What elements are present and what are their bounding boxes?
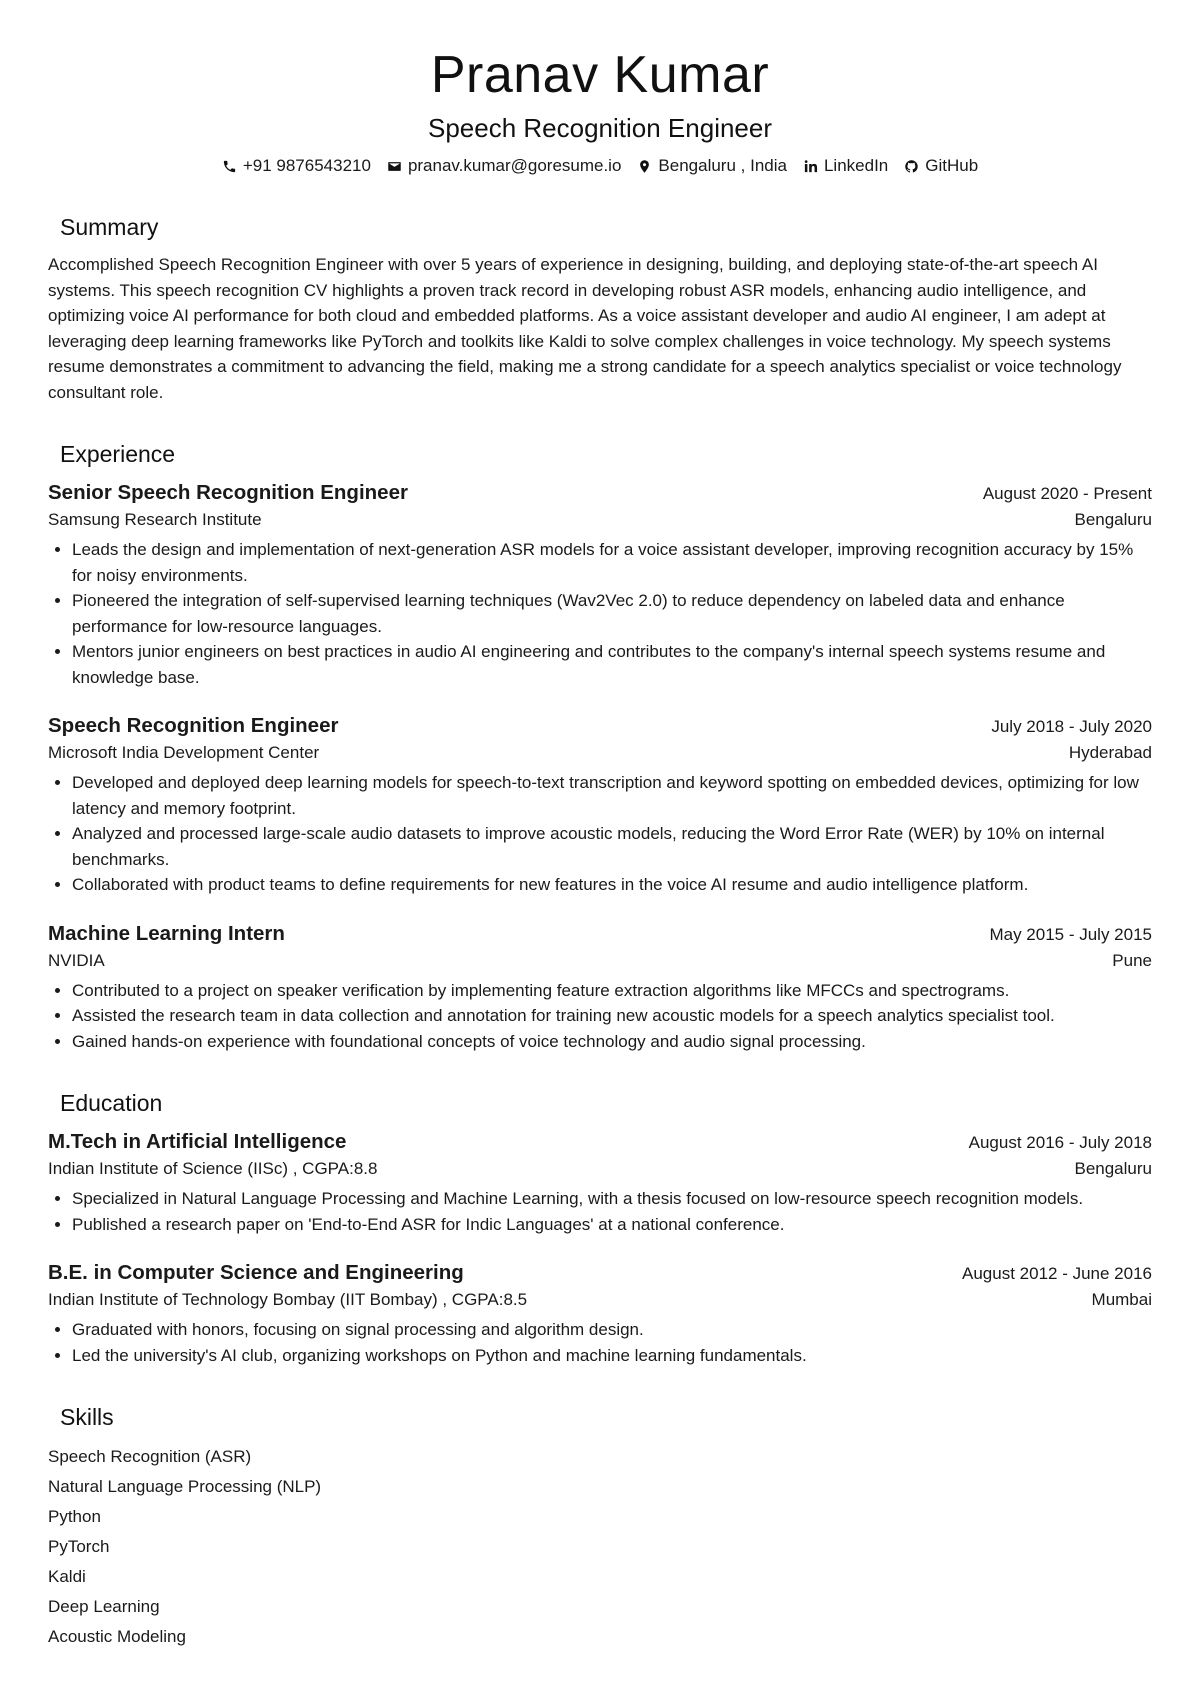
job-location: Pune: [1112, 950, 1152, 970]
degree-institution: Indian Institute of Technology Bombay (IIT Bombay) , CGPA:8.5: [48, 1290, 528, 1309]
candidate-title: Speech Recognition Engineer: [427, 113, 773, 143]
job-company: Microsoft India Development Center: [48, 743, 320, 762]
job-title: Machine Learning Intern: [48, 921, 285, 945]
job-bullets: [48, 978, 1152, 1055]
job-bullet: • Pioneered the integration of self-supervised learning techniques (Wav2Vec 2.0) to reduce dependency on labeled data and enhance performance for low-resource languages.: [72, 588, 1152, 639]
degree-location: Bengaluru: [1074, 1159, 1152, 1178]
skills-heading: Skills: [60, 1404, 114, 1430]
job-bullet: • Collaborated with product teams to define requirements for new features in the voice AI resume and audio intelligence platform.: [72, 872, 1152, 898]
contact-location-text: Bengaluru , India: [658, 156, 787, 175]
degree-bullets: [48, 1186, 1152, 1237]
job-date: May 2015 - July 2015: [989, 924, 1152, 944]
experience-entry: [48, 920, 1152, 1055]
education-section: [48, 1088, 1152, 1368]
job-bullet: • Assisted the research team in data collection and annotation for training new acoustic models for a speech analytics specialist tool.: [72, 1003, 1152, 1029]
job-bullets: [48, 770, 1152, 898]
job-date: August 2020 - Present: [982, 484, 1152, 503]
candidate-name: Pranav Kumar: [430, 46, 770, 104]
education-entry: [48, 1259, 1152, 1368]
job-bullet: • Analyzed and processed large-scale audio datasets to improve acoustic models, reducing the Word Error Rate (WER) by 10% on internal benchmarks.: [72, 821, 1152, 872]
skill-item: Kaldi: [48, 1567, 86, 1586]
contact-email-text: pranav.kumar@goresume.io: [407, 156, 622, 175]
mail-icon: [387, 159, 402, 174]
experience-entry: [48, 712, 1152, 898]
job-bullet: • Mentors junior engineers on best practices in audio AI engineering and contributes to the company's internal speech systems resume and knowledge base.: [72, 639, 1152, 690]
contact-bar: [48, 154, 1152, 178]
experience-section: [48, 439, 1152, 1054]
degree-bullet: • Led the university's AI club, organizing workshops on Python and machine learning fundamentals.: [72, 1343, 1152, 1369]
contact-location: [637, 154, 787, 178]
job-title: Senior Speech Recognition Engineer: [48, 481, 408, 504]
summary-section: [48, 212, 1152, 405]
degree-title: M.Tech in Artificial Intelligence: [48, 1130, 347, 1153]
contact-linkedin-text: LinkedIn: [823, 156, 889, 175]
degree-bullets: [48, 1317, 1152, 1368]
job-location: Bengaluru: [1074, 510, 1152, 529]
job-date: July 2018 - July 2020: [991, 717, 1152, 736]
job-bullets: [48, 537, 1152, 690]
degree-bullet: • Published a research paper on 'End-to-End ASR for Indic Languages' at a national conference.: [72, 1212, 1152, 1238]
location-icon: [637, 159, 652, 174]
job-company: Samsung Research Institute: [48, 510, 262, 529]
education-heading: Education: [60, 1090, 163, 1116]
job-bullet: • Developed and deployed deep learning models for speech-to-text transcription and keyword spotting on embedded devices, optimizing for low latency and memory footprint.: [72, 770, 1152, 821]
job-bullet: • Leads the design and implementation of next-generation ASR models for a voice assistant developer, improving recognition accuracy by 15% for noisy environments.: [72, 537, 1152, 588]
degree-institution: Indian Institute of Science (IISc) , CGPA:8.8: [48, 1159, 378, 1178]
contact-email[interactable]: [387, 154, 621, 178]
resume-header: [48, 0, 1152, 178]
summary-text: Accomplished Speech Recognition Engineer with over 5 years of experience in designing, building, and deploying state-of-the-art speech AI systems. This speech recognition CV highlights a proven track record in developing robust ASR models, enhancing audio intelligence, and optimizing voice AI performance for both cloud and embedded platforms. As a voice assistant developer and audio AI engineer, I am adept at leveraging deep learning frameworks like PyTorch and toolkits like Kaldi to solve complex challenges in voice technology. My speech systems resume demonstrates a commitment to advancing the field, making me a strong candidate for a speech analytics specialist or voice technology consultant role.: [48, 255, 1122, 402]
skill-item: Acoustic Modeling: [48, 1627, 186, 1646]
skill-item: Deep Learning: [48, 1597, 160, 1616]
skill-item: PyTorch: [48, 1537, 110, 1556]
contact-phone[interactable]: [222, 154, 371, 178]
job-company: NVIDIA: [48, 950, 105, 970]
degree-bullet: • Graduated with honors, focusing on signal processing and algorithm design.: [72, 1317, 1152, 1343]
degree-title: B.E. in Computer Science and Engineering: [48, 1261, 464, 1284]
skill-item: Natural Language Processing (NLP): [48, 1477, 322, 1496]
degree-date: August 2016 - July 2018: [968, 1133, 1152, 1152]
education-entry: [48, 1128, 1152, 1237]
summary-heading: Summary: [60, 214, 159, 240]
phone-icon: [222, 159, 237, 174]
job-bullet: • Contributed to a project on speaker verification by implementing feature extraction algorithms like MFCCs and spectrograms.: [72, 978, 1152, 1004]
contact-github[interactable]: [904, 154, 978, 178]
github-icon: [904, 159, 919, 174]
degree-bullet: • Specialized in Natural Language Processing and Machine Learning, with a thesis focused on low-resource speech recognition models.: [72, 1186, 1152, 1212]
job-location: Hyderabad: [1068, 743, 1152, 762]
experience-entry: [48, 479, 1152, 690]
skill-item: Speech Recognition (ASR): [48, 1447, 252, 1466]
degree-date: August 2012 - June 2016: [962, 1264, 1152, 1283]
skills-section: [48, 1402, 1152, 1652]
experience-heading: Experience: [60, 441, 176, 467]
contact-github-text: GitHub: [925, 156, 979, 175]
contact-phone-text: +91 9876543210: [242, 156, 371, 175]
skill-item: Python: [48, 1507, 101, 1526]
linkedin-icon: [803, 159, 818, 174]
degree-location: Mumbai: [1091, 1290, 1152, 1309]
job-bullet: • Gained hands-on experience with foundational concepts of voice technology and audio signal processing.: [72, 1029, 1152, 1055]
contact-linkedin[interactable]: [803, 154, 888, 178]
job-title: Speech Recognition Engineer: [48, 714, 339, 737]
